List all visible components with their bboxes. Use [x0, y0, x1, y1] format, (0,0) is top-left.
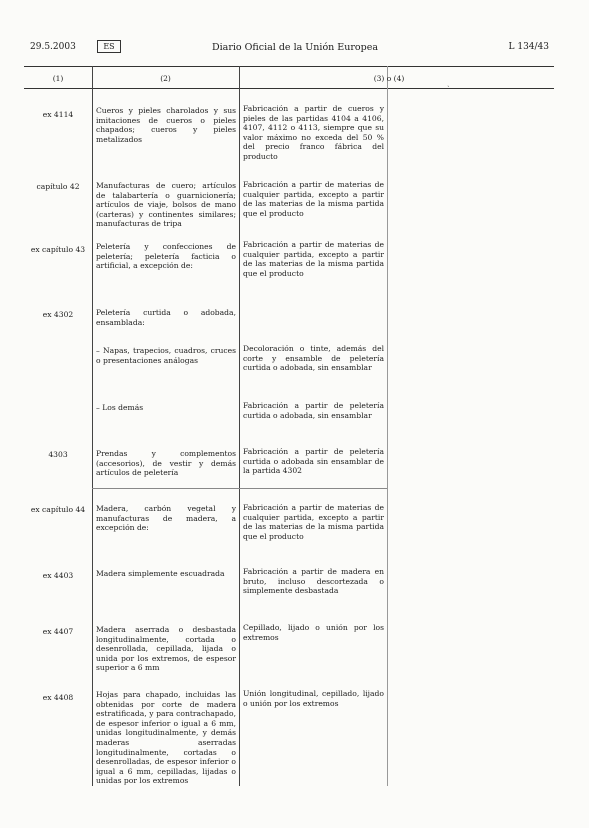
row-code: ex 4403: [42, 571, 74, 580]
row-rule: Fabricación a partir de materias de cualquier partida, excepto a partir de las materias de la misma partida que el producto: [243, 240, 384, 278]
column-header-3: (3) o (4): [373, 74, 405, 83]
header-date: 29.5.2003: [30, 42, 76, 52]
row-rule: Fabricación a partir de peletería curtida o adobada sin ensamblar de la partida 4302: [243, 447, 384, 476]
row-code: 4303: [48, 450, 68, 459]
row-code: ex 4114: [42, 110, 74, 119]
column-divider-3: [387, 66, 388, 786]
row-description: Madera, carbón vegetal y manufacturas de madera, a excepción de:: [96, 504, 236, 533]
row-description: Peletería curtida o adobada, ensamblada:: [96, 308, 236, 327]
table-header-rule: [24, 88, 554, 89]
row-code: ex capítulo 44: [30, 505, 86, 514]
column-divider-1: [92, 66, 93, 786]
row-code: capítulo 42: [36, 182, 80, 191]
row-code: ex 4407: [42, 627, 74, 636]
row-rule: Fabricación a partir de materias de cualquier partida, excepto a partir de las materias de la misma partida que el producto: [243, 503, 384, 541]
row-rule: Cepillado, lijado o unión por los extremos: [243, 623, 384, 642]
row-rule: Fabricación a partir de peletería curtida o adobada, sin ensamblar: [243, 401, 384, 420]
journal-title: Diario Oficial de la Unión Europea: [212, 42, 378, 53]
row-code: ex 4302: [42, 310, 74, 319]
row-description: Prendas y complementos (accesorios), de vestir y demás artículos de peletería: [96, 449, 236, 478]
row-description: Madera simplemente escuadrada: [96, 569, 225, 578]
page-number: L 134/43: [508, 42, 549, 52]
row-code: ex capítulo 43: [30, 245, 86, 254]
table-top-rule: [24, 66, 554, 67]
column-header-2: (2): [160, 74, 171, 83]
row-description: Manufacturas de cuero; artículos de talabartería o guarnicionería; artículos de viaje, bolsos de mano (carteras) y continentes similares; manufacturas de tripa: [96, 181, 236, 229]
row-code: ex 4408: [42, 693, 74, 702]
row-rule: Unión longitudinal, cepillado, lijado o unión por los extremos: [243, 689, 384, 708]
row-description: Madera aserrada o desbastada longitudinalmente, cortada o desenrollada, cepillada, lijada o unida por los extremos, de espesor superior a 6 mm: [96, 625, 236, 673]
row-rule: Fabricación a partir de madera en bruto, incluso descortezada o simplemente desbastada: [243, 567, 384, 596]
row-rule: Fabricación a partir de cueros y pieles de las partidas 4104 a 4106, 4107, 4112 o 4113, siempre que su valor máximo no exceda del 50 % del precio franco fábrica del producto: [243, 104, 384, 161]
row-description: Cueros y pieles charolados y sus imitaciones de cueros o pieles chapados; cueros y pieles metalizados: [96, 106, 236, 144]
row-separator: [92, 488, 387, 489]
row-description: – Los demás: [96, 403, 144, 412]
scan-mark: ˎ: [447, 78, 450, 87]
column-divider-2: [239, 66, 240, 786]
row-description: Hojas para chapado, incluidas las obtenidas por corte de madera estratificada, y para contrachapado, de espesor inferior o igual a 6 mm, unidas longitudinalmente, y demás maderas aserradas longitudinalmente, cortadas o desenrolladas, de espesor inferior o igual a 6 mm, cepilladas, lijadas o unidas por los extremos: [96, 690, 236, 786]
row-rule: Decoloración o tinte, además del corte y ensamble de peletería curtida o adobada, sin ensamblar: [243, 344, 384, 373]
row-rule: Fabricación a partir de materias de cualquier partida, excepto a partir de las materias de la misma partida que el producto: [243, 180, 384, 218]
row-description: – Napas, trapecios, cuadros, cruces o presentaciones análogas: [96, 346, 236, 365]
language-badge: ES: [97, 40, 121, 53]
column-header-1: (1): [52, 74, 64, 83]
row-description: Peletería y confecciones de peletería; peletería facticia o artificial, a excepción de:: [96, 242, 236, 271]
